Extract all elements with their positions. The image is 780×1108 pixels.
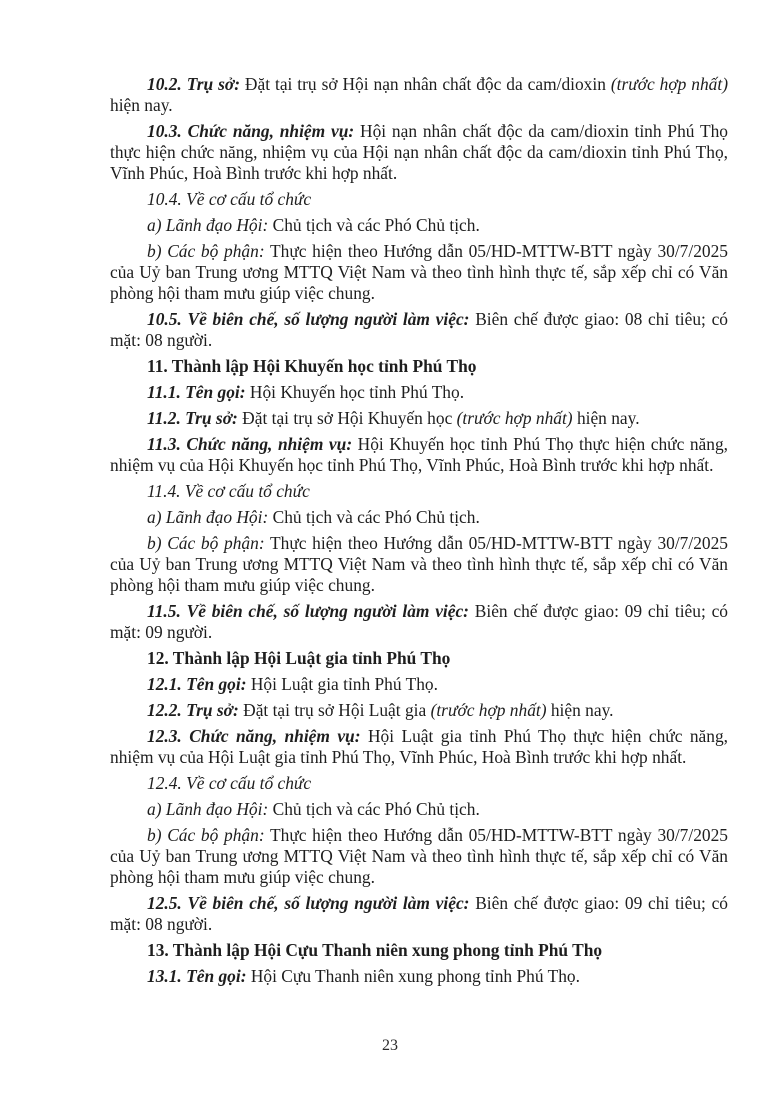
clause-text: Biên chế được giao: 09 chỉ tiêu; có mặt: 09 người.	[110, 601, 728, 642]
clause-text: Chủ tịch và các Phó Chủ tịch.	[268, 507, 480, 527]
clause-text: Đặt tại trụ sở Hội nạn nhân chất độc da cam/dioxin	[239, 74, 611, 94]
section-heading: 12. Thành lập Hội Luật gia tỉnh Phú Thọ	[147, 648, 451, 668]
clause-label: a) Lãnh đạo Hội:	[147, 799, 269, 819]
clause-label: a) Lãnh đạo Hội:	[147, 507, 269, 527]
clause-text: hiện nay.	[572, 408, 640, 428]
clause-paragraph	[110, 893, 728, 935]
clause-paragraph	[110, 674, 728, 695]
clause-paragraph	[110, 799, 728, 820]
clause-paragraph	[110, 700, 728, 721]
clause-text: Hội Luật gia tỉnh Phú Thọ thực hiện chức năng, nhiệm vụ của Hội Luật gia tỉnh Phú Thọ, Vĩnh Phúc, Hoà Bình trước khi hợp nhất.	[110, 726, 728, 767]
clause-text: Hội nạn nhân chất độc da cam/dioxin tỉnh Phú Thọ thực hiện chức năng, nhiệm vụ của Hội nạn nhân chất độc da cam/dioxin tỉnh Phú Thọ, Vĩnh Phúc, Hoà Bình trước khi hợp nhất.	[110, 121, 728, 183]
clause-text: Hội Luật gia tỉnh Phú Thọ.	[246, 674, 438, 694]
clause-text: Biên chế được giao: 08 chỉ tiêu; có mặt: 08 người.	[110, 309, 729, 350]
clause-note: (trước hợp nhất)	[610, 74, 728, 94]
clause-label: 12.1. Tên gọi:	[147, 674, 247, 694]
subsection-heading: 12.4. Về cơ cấu tổ chức	[147, 773, 312, 793]
clause-paragraph	[110, 434, 728, 476]
clause-text: Thực hiện theo Hướng dẫn 05/HD-MTTW-BTT ngày 30/7/2025 của Uỷ ban Trung ương MTTQ Việt Nam và theo tình hình thực tế, sắp xếp chỉ có Văn phòng hội tham mưu giúp việc chung.	[110, 533, 728, 595]
clause-paragraph	[110, 74, 728, 116]
clause-label: a) Lãnh đạo Hội:	[147, 215, 269, 235]
clause-label: 11.3. Chức năng, nhiệm vụ:	[147, 434, 353, 454]
clause-paragraph	[110, 382, 728, 403]
document-body	[110, 74, 728, 992]
clause-paragraph	[110, 507, 728, 528]
clause-paragraph	[110, 241, 728, 304]
clause-text: Hội Khuyến học tỉnh Phú Thọ thực hiện chức năng, nhiệm vụ của Hội Khuyến học tỉnh Phú Thọ, Vĩnh Phúc, Hoà Bình trước khi hợp nhất.	[110, 434, 729, 475]
clause-text: hiện nay.	[546, 700, 614, 720]
subsection-heading: 10.4. Về cơ cấu tổ chức	[147, 189, 312, 209]
clause-note: (trước hợp nhất)	[456, 408, 573, 428]
clause-label: 12.2. Trụ sở:	[147, 700, 239, 720]
clause-text: Biên chế được giao: 09 chỉ tiêu; có mặt: 08 người.	[110, 893, 729, 934]
clause-note: (trước hợp nhất)	[430, 700, 547, 720]
clause-text: Chủ tịch và các Phó Chủ tịch.	[268, 215, 480, 235]
clause-paragraph	[110, 408, 728, 429]
clause-text: Đặt tại trụ sở Hội Luật gia	[238, 700, 431, 720]
clause-paragraph	[110, 966, 728, 987]
clause-label: 10.2. Trụ sở:	[147, 74, 240, 94]
clause-label: 12.3. Chức năng, nhiệm vụ:	[147, 726, 361, 746]
clause-text: Hội Cựu Thanh niên xung phong tỉnh Phú Thọ.	[246, 966, 580, 986]
clause-label: 10.5. Về biên chế, số lượng người làm việc:	[147, 309, 470, 329]
clause-paragraph	[110, 825, 728, 888]
clause-label: 11.5. Về biên chế, số lượng người làm việc:	[147, 601, 469, 621]
clause-paragraph	[110, 309, 728, 351]
clause-text: Đặt tại trụ sở Hội Khuyến học	[237, 408, 457, 428]
clause-text: Thực hiện theo Hướng dẫn 05/HD-MTTW-BTT ngày 30/7/2025 của Uỷ ban Trung ương MTTQ Việt Nam và theo tình hình thực tế, sắp xếp chỉ có Văn phòng hội tham mưu giúp việc chung.	[110, 241, 728, 303]
clause-label: 13.1. Tên gọi:	[147, 966, 247, 986]
clause-text: Hội Khuyến học tỉnh Phú Thọ.	[245, 382, 465, 402]
section-heading: 11. Thành lập Hội Khuyến học tỉnh Phú Thọ	[147, 356, 477, 376]
clause-label: 11.2. Trụ sở:	[147, 408, 238, 428]
subsection-heading: 11.4. Về cơ cấu tổ chức	[147, 481, 310, 501]
clause-text: Thực hiện theo Hướng dẫn 05/HD-MTTW-BTT ngày 30/7/2025 của Uỷ ban Trung ương MTTQ Việt Nam và theo tình hình thực tế, sắp xếp chỉ có Văn phòng hội tham mưu giúp việc chung.	[110, 825, 728, 887]
clause-paragraph	[110, 601, 728, 643]
clause-paragraph	[110, 215, 728, 236]
clause-label: b) Các bộ phận:	[147, 825, 265, 845]
clause-label: b) Các bộ phận:	[147, 533, 265, 553]
clause-paragraph	[110, 533, 728, 596]
clause-label: 10.3. Chức năng, nhiệm vụ:	[147, 121, 355, 141]
clause-paragraph	[110, 121, 728, 184]
clause-label: b) Các bộ phận:	[147, 241, 265, 261]
clause-label: 12.5. Về biên chế, số lượng người làm việc:	[147, 893, 470, 913]
clause-text: Chủ tịch và các Phó Chủ tịch.	[268, 799, 480, 819]
clause-text: hiện nay.	[110, 95, 173, 115]
clause-paragraph	[110, 726, 728, 768]
clause-label: 11.1. Tên gọi:	[147, 382, 246, 402]
section-heading: 13. Thành lập Hội Cựu Thanh niên xung phong tỉnh Phú Thọ	[147, 940, 603, 960]
page-number: 23	[382, 1037, 398, 1054]
